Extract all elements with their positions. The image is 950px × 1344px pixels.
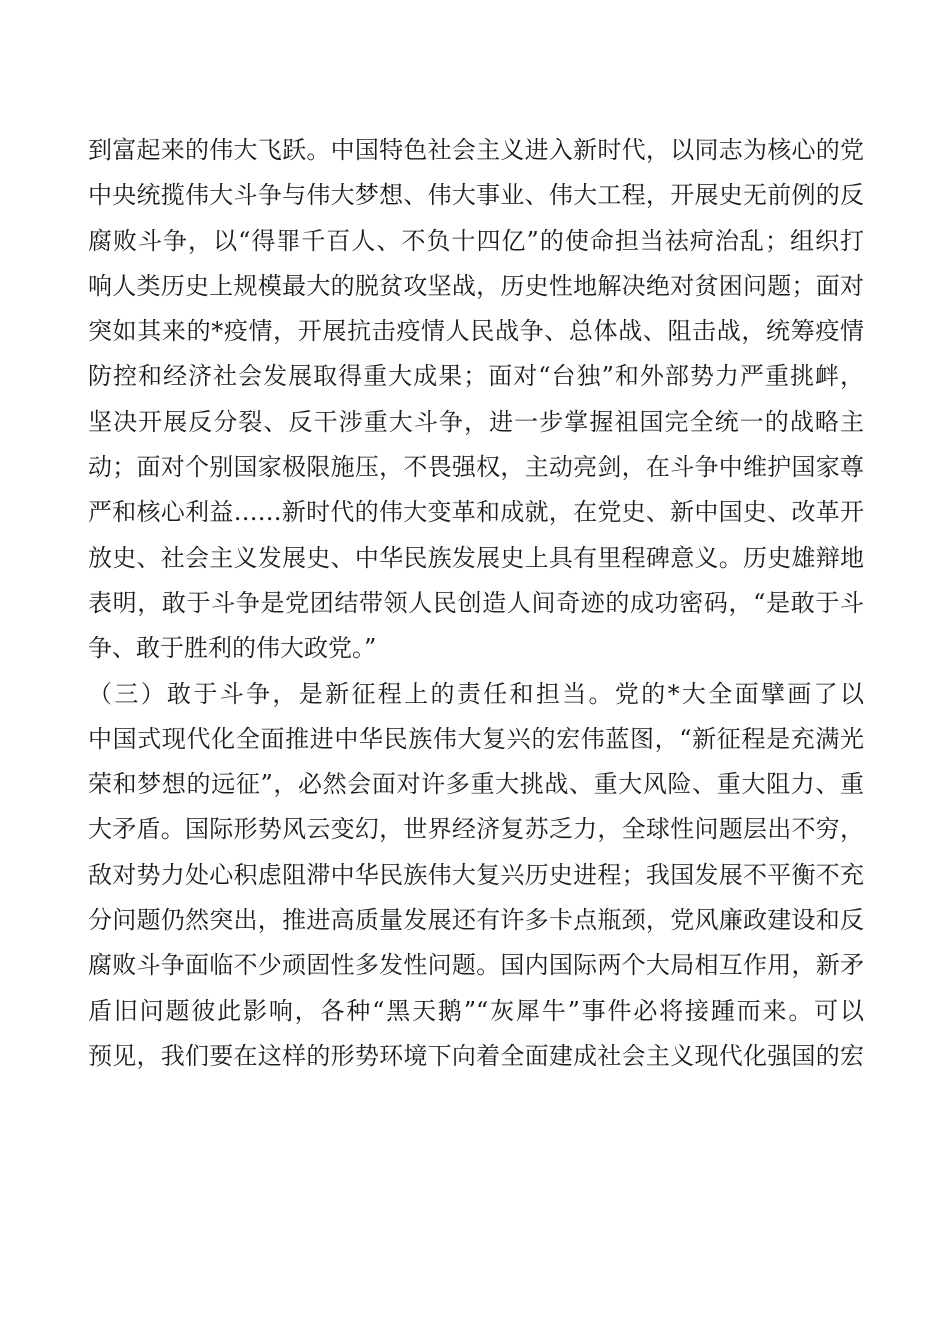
text-line: 争、敢于胜利的伟大政党。” — [88, 634, 377, 663]
text-line: 中央统揽伟大斗争与伟大梦想、伟大事业、伟大工程，开展史无前例的反 — [88, 181, 864, 210]
text-line: 坚决开展反分裂、反干涉重大斗争，进一步掌握祖国完全统一的战略主 — [88, 407, 864, 436]
text-line: 严和核心利益……新时代的伟大变革和成就，在党史、新中国史、改革开 — [88, 498, 864, 527]
paragraph-1 — [88, 128, 864, 672]
paragraph-2 — [88, 672, 864, 1080]
text-line: 预见，我们要在这样的形势环境下向着全面建成社会主义现代化强国的宏 — [88, 1041, 864, 1070]
text-line: 放史、社会主义发展史、中华民族发展史上具有里程碑意义。历史雄辩地 — [88, 543, 864, 572]
text-line: 大矛盾。国际形势风云变幻，世界经济复苏乏力，全球性问题层出不穷， — [88, 815, 864, 844]
text-line: 表明，敢于斗争是党团结带领人民创造人间奇迹的成功密码，“是敢于斗 — [88, 588, 864, 617]
text-line: 突如其来的*疫情，开展抗击疫情人民战争、总体战、阻击战，统筹疫情 — [88, 317, 864, 346]
text-line: 到富起来的伟大飞跃。中国特色社会主义进入新时代，以同志为核心的党 — [88, 136, 864, 164]
text-line: 响人类历史上规模最大的脱贫攻坚战，历史性地解决绝对贫困问题；面对 — [88, 271, 864, 300]
body-text — [88, 128, 864, 1079]
text-line: （三）敢于斗争，是新征程上的责任和担当。党的*大全面擘画了以 — [88, 679, 864, 708]
text-line: 敌对势力处心积虑阻滞中华民族伟大复兴历史进程；我国发展不平衡不充 — [88, 860, 864, 889]
text-line: 腐败斗争，以“得罪千百人、不负十四亿”的使命担当祛疴治乱；组织打 — [88, 226, 864, 255]
text-line: 中国式现代化全面推进中华民族伟大复兴的宏伟蓝图，“新征程是充满光 — [88, 724, 864, 753]
text-line: 动；面对个别国家极限施压，不畏强权，主动亮剑，在斗争中维护国家尊 — [88, 453, 864, 482]
text-line: 分问题仍然突出，推进高质量发展还有许多卡点瓶颈，党风廉政建设和反 — [88, 906, 864, 935]
text-line: 腐败斗争面临不少顽固性多发性问题。国内国际两个大局相互作用，新矛 — [88, 951, 864, 980]
text-line: 防控和经济社会发展取得重大成果；面对“台独”和外部势力严重挑衅， — [88, 362, 864, 391]
text-line: 盾旧问题彼此影响，各种“黑天鹅”“灰犀牛”事件必将接踵而来。可以 — [88, 996, 864, 1025]
text-line: 荣和梦想的远征”，必然会面对许多重大挑战、重大风险、重大阻力、重 — [88, 770, 864, 799]
